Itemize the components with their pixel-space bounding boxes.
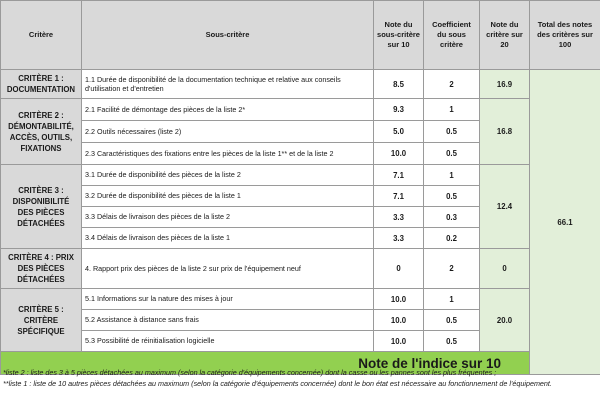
subcriterion-coef: 0.3 bbox=[424, 207, 480, 228]
footnote-liste-2: *liste 2 : liste des 3 à 5 pièces détachées au maximum (selon la catégorie d'équipements concernée) dont la casse ou les pannes sont les plus fréquentes ; bbox=[3, 368, 497, 377]
table-row bbox=[1, 289, 600, 310]
criterion-5-name: CRITÈRE 5 : CRITÈRE SPÉCIFIQUE bbox=[1, 289, 82, 352]
subcriterion-note: 0 bbox=[374, 249, 424, 289]
criterion-3-note: 12.4 bbox=[480, 165, 530, 249]
subcriterion-coef: 0.5 bbox=[424, 186, 480, 207]
footnotes bbox=[3, 368, 597, 389]
subcriterion-label: 3.1 Durée de disponibilité des pièces de la liste 2 bbox=[82, 165, 374, 186]
subcriterion-coef: 0.5 bbox=[424, 143, 480, 165]
subcriterion-note: 5.0 bbox=[374, 121, 424, 143]
subcriterion-label: 3.4 Délais de livraison des pièces de la liste 1 bbox=[82, 228, 374, 249]
subcriterion-note: 7.1 bbox=[374, 186, 424, 207]
subcriterion-note: 10.0 bbox=[374, 331, 424, 352]
header-note-critere: Note du critère sur 20 bbox=[480, 1, 530, 70]
header-total: Total des notes des critères sur 100 bbox=[530, 1, 600, 70]
subcriterion-note: 10.0 bbox=[374, 143, 424, 165]
criterion-4-note: 0 bbox=[480, 249, 530, 289]
subcriterion-label: 2.1 Facilité de démontage des pièces de la liste 2* bbox=[82, 99, 374, 121]
header-critere: Critère bbox=[1, 1, 82, 70]
criterion-4-name: CRITÈRE 4 : PRIX DES PIÈCES DÉTACHÉES bbox=[1, 249, 82, 289]
subcriterion-coef: 2 bbox=[424, 249, 480, 289]
total-note-100: 66.1 bbox=[530, 70, 600, 375]
final-score-label: Note de l'indice sur 10 bbox=[1, 352, 530, 375]
header-sous-critere: Sous-critère bbox=[82, 1, 374, 70]
subcriterion-coef: 0.5 bbox=[424, 121, 480, 143]
subcriterion-label: 4. Rapport prix des pièces de la liste 2 sur prix de l'équipement neuf bbox=[82, 249, 374, 289]
subcriterion-coef: 1 bbox=[424, 99, 480, 121]
subcriterion-label: 5.3 Possibilité de réinitialisation logicielle bbox=[82, 331, 374, 352]
header-coefficient: Coefficient du sous critère bbox=[424, 1, 480, 70]
subcriterion-label: 2.3 Caractéristiques des fixations entre les pièces de la liste 1** et de la liste 2 bbox=[82, 143, 374, 165]
subcriterion-label: 5.2 Assistance à distance sans frais bbox=[82, 310, 374, 331]
criterion-2-name: CRITÈRE 2 : DÉMONTABILITÉ, ACCÈS, OUTILS, FIXATIONS bbox=[1, 99, 82, 165]
table-row bbox=[1, 70, 600, 99]
subcriterion-note: 3.3 bbox=[374, 207, 424, 228]
table-row bbox=[1, 249, 600, 289]
subcriterion-coef: 1 bbox=[424, 165, 480, 186]
subcriterion-note: 10.0 bbox=[374, 310, 424, 331]
criterion-1-name: CRITÈRE 1 : DOCUMENTATION bbox=[1, 70, 82, 99]
subcriterion-coef: 2 bbox=[424, 70, 480, 99]
subcriterion-label: 3.2 Durée de disponibilité des pièces de la liste 1 bbox=[82, 186, 374, 207]
subcriterion-note: 9.3 bbox=[374, 99, 424, 121]
header-note-sous-critere: Note du sous-critère sur 10 bbox=[374, 1, 424, 70]
table-row bbox=[1, 165, 600, 186]
header-row bbox=[1, 1, 600, 70]
subcriterion-label: 1.1 Durée de disponibilité de la documentation technique et relative aux conseils d'utilisation et d'entretien bbox=[82, 70, 374, 99]
subcriterion-note: 3.3 bbox=[374, 228, 424, 249]
footnote-liste-1: **liste 1 : liste de 10 autres pièces détachées au maximum (selon la catégorie d'équipements concernée) dont le bon état est nécessaire au fonctionnement de l'équipement. bbox=[3, 378, 552, 388]
criterion-2-note: 16.8 bbox=[480, 99, 530, 165]
subcriterion-coef: 0.2 bbox=[424, 228, 480, 249]
subcriterion-label: 3.3 Délais de livraison des pièces de la liste 2 bbox=[82, 207, 374, 228]
criterion-5-note: 20.0 bbox=[480, 289, 530, 352]
criterion-3-name: CRITÈRE 3 : DISPONIBILITÉ DES PIÈCES DÉTACHÉES bbox=[1, 165, 82, 249]
table-row bbox=[1, 99, 600, 121]
subcriterion-coef: 0.5 bbox=[424, 310, 480, 331]
subcriterion-label: 2.2 Outils nécessaires (liste 2) bbox=[82, 121, 374, 143]
subcriterion-note: 8.5 bbox=[374, 70, 424, 99]
subcriterion-note: 7.1 bbox=[374, 165, 424, 186]
criterion-1-note: 16.9 bbox=[480, 70, 530, 99]
subcriterion-coef: 0.5 bbox=[424, 331, 480, 352]
subcriterion-label: 5.1 Informations sur la nature des mises à jour bbox=[82, 289, 374, 310]
subcriterion-coef: 1 bbox=[424, 289, 480, 310]
subcriterion-note: 10.0 bbox=[374, 289, 424, 310]
